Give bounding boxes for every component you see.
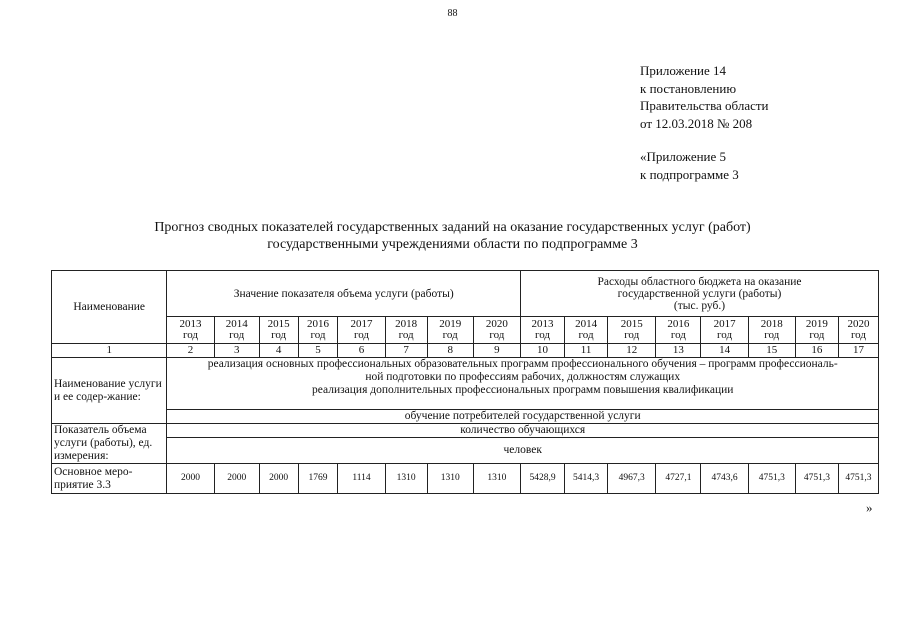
- column-number: 9: [473, 344, 520, 358]
- year-word: год: [850, 329, 866, 341]
- year-word: год: [183, 329, 199, 341]
- column-number: 8: [427, 344, 473, 358]
- year-word: год: [578, 329, 594, 341]
- year-header: [838, 317, 878, 344]
- year-word: год: [354, 329, 370, 341]
- appendix-line-6: к подпрограмме 3: [640, 166, 739, 182]
- year-value: 2020: [847, 317, 870, 330]
- appendix-block: [640, 62, 769, 183]
- year-header: [259, 317, 298, 344]
- column-number: 15: [748, 344, 795, 358]
- appendix-line-5: «Приложение 5: [640, 149, 727, 164]
- column-number: 17: [838, 344, 878, 358]
- column-number: 11: [565, 344, 608, 358]
- year-header: [473, 317, 520, 344]
- year-value: 2020: [485, 317, 508, 330]
- appendix-line-2: к постановлению: [640, 80, 737, 96]
- appendix-line-3: Правительства области: [640, 98, 769, 113]
- activity-value: 4751,3: [795, 464, 838, 494]
- activity-value: 2000: [259, 464, 298, 494]
- column-number: 12: [608, 344, 656, 358]
- year-word: год: [310, 329, 326, 341]
- column-number: 5: [298, 344, 338, 358]
- year-header: [748, 317, 795, 344]
- year-header: [795, 317, 838, 344]
- year-value: 2018: [395, 317, 418, 330]
- activity-value: 2000: [167, 464, 214, 494]
- year-word: год: [442, 329, 458, 341]
- year-header: [656, 317, 701, 344]
- year-value: 2018: [760, 317, 783, 330]
- year-word: год: [489, 329, 505, 341]
- column-number: 1: [52, 344, 167, 358]
- year-value: 2013: [531, 317, 554, 330]
- page-number: 88: [447, 8, 458, 19]
- year-word: год: [271, 329, 287, 341]
- year-value: 2013: [179, 317, 202, 330]
- activity-value: 4967,3: [608, 464, 656, 494]
- service-content: [167, 358, 879, 410]
- year-header: [338, 317, 385, 344]
- years-row: [52, 317, 879, 344]
- year-value: 2014: [225, 317, 248, 330]
- activity-value: 1769: [298, 464, 338, 494]
- year-value: 2016: [667, 317, 690, 330]
- activity-label: Основное меро-приятие 3.3: [52, 464, 167, 494]
- activity-value: 4751,3: [838, 464, 878, 494]
- year-header: [608, 317, 656, 344]
- activity-value: 1310: [427, 464, 473, 494]
- year-header: [214, 317, 259, 344]
- service-label: Наименование услуги и ее содер-жание:: [52, 358, 167, 424]
- activity-value: 1310: [385, 464, 427, 494]
- header-expense: [521, 271, 879, 317]
- year-value: 2017: [350, 317, 373, 330]
- column-number: 3: [214, 344, 259, 358]
- service-text-1-line-1: реализация основных профессиональных образовательных программ профессионального обучения – программ профессиональ-: [207, 358, 838, 370]
- year-word: год: [535, 329, 551, 341]
- column-number: 4: [259, 344, 298, 358]
- indicator-label: Показатель объема услуги (работы), ед. измерения:: [52, 424, 167, 464]
- header-expense-line-1: Расходы областного бюджета на оказание: [597, 275, 802, 288]
- year-word: год: [670, 329, 686, 341]
- activity-value: 4743,6: [701, 464, 748, 494]
- column-number: 10: [521, 344, 565, 358]
- header-name: Наименование: [52, 271, 167, 344]
- activity-row: [52, 464, 879, 494]
- activity-value: 4727,1: [656, 464, 701, 494]
- activity-value: 5414,3: [565, 464, 608, 494]
- document-title: [0, 219, 905, 253]
- activity-value: 1310: [473, 464, 520, 494]
- service-text-2: реализация дополнительных профессиональных программ повышения квалификации: [312, 384, 734, 396]
- year-header: [701, 317, 748, 344]
- header-value: [167, 271, 521, 317]
- activity-value: 1114: [338, 464, 385, 494]
- year-value: 2016: [306, 317, 329, 330]
- title-line-1: Прогноз сводных показателей государственных заданий на оказание государственных услуг (работ): [154, 220, 751, 235]
- year-value: 2015: [620, 317, 643, 330]
- indicator-text: количество обучающихся: [167, 424, 879, 438]
- column-number: 6: [338, 344, 385, 358]
- service-text-1-line-2: ной подготовки по профессиям рабочих, должностям служащих: [365, 371, 681, 383]
- column-number: 2: [167, 344, 214, 358]
- year-word: год: [717, 329, 733, 341]
- header-expense-line-3: (тыс. руб.): [673, 299, 726, 312]
- year-header: [521, 317, 565, 344]
- year-value: 2015: [267, 317, 290, 330]
- year-header: [427, 317, 473, 344]
- unit-text: человек: [167, 438, 879, 464]
- year-header: [565, 317, 608, 344]
- year-word: год: [809, 329, 825, 341]
- header-value-text: Значение показателя объема услуги (работы): [233, 287, 454, 300]
- year-header: [385, 317, 427, 344]
- appendix-line-4: от 12.03.2018 № 208: [640, 115, 753, 131]
- appendix-line-1: Приложение 14: [640, 63, 727, 78]
- activity-value: 4751,3: [748, 464, 795, 494]
- year-word: год: [764, 329, 780, 341]
- column-number: 14: [701, 344, 748, 358]
- year-value: 2019: [439, 317, 462, 330]
- year-word: год: [398, 329, 414, 341]
- year-value: 2019: [805, 317, 828, 330]
- column-number: 7: [385, 344, 427, 358]
- header-expense-line-2: государственной услуги (работы): [617, 287, 782, 300]
- year-header: [298, 317, 338, 344]
- service-text-3: обучение потребителей государственной услуги: [167, 410, 879, 424]
- year-value: 2017: [713, 317, 736, 330]
- activity-value: 5428,9: [521, 464, 565, 494]
- activity-value: 2000: [214, 464, 259, 494]
- column-numbers-row: [52, 344, 879, 358]
- year-word: год: [624, 329, 640, 341]
- column-number: 13: [656, 344, 701, 358]
- indicators-table: [51, 270, 879, 494]
- year-word: год: [229, 329, 245, 341]
- title-line-2: государственными учреждениями области по подпрограмме 3: [267, 237, 638, 252]
- closing-quote: »: [866, 500, 873, 515]
- year-header: [167, 317, 214, 344]
- column-number: 16: [795, 344, 838, 358]
- year-value: 2014: [575, 317, 598, 330]
